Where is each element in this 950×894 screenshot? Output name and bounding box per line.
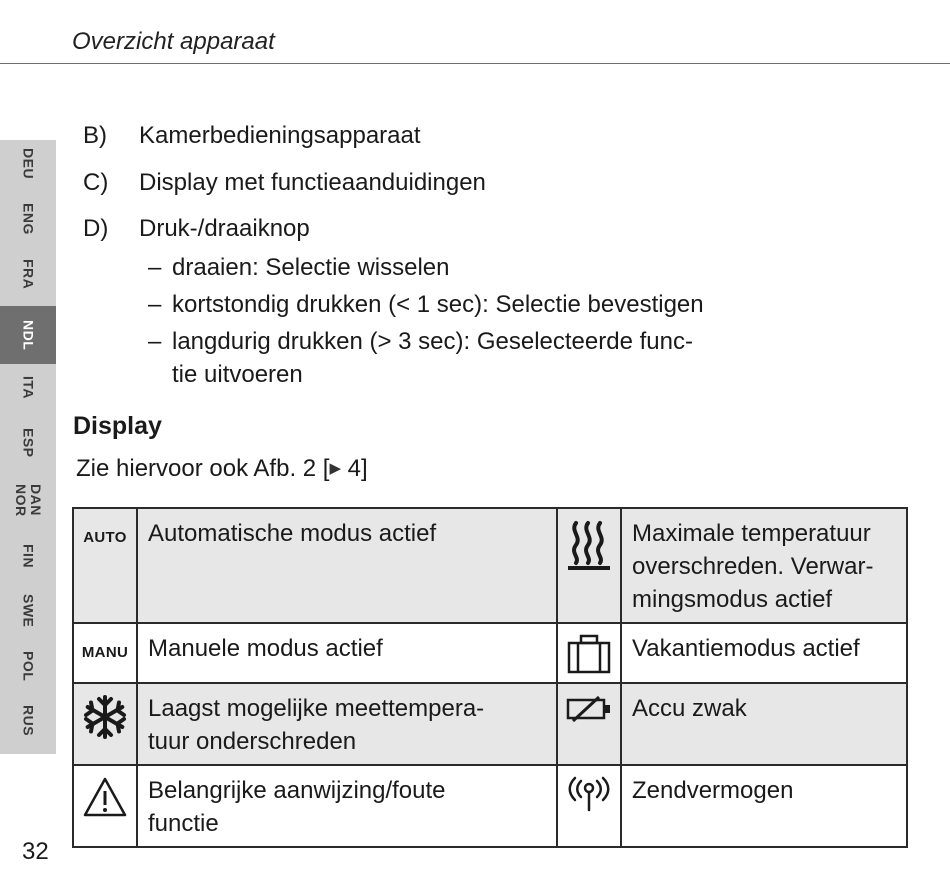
lang-tab-swe[interactable]: SWE (20, 594, 37, 628)
table-cell-description: Vakantiemodus actief (621, 623, 907, 683)
list-text: Display met functieaanduidingen (139, 169, 486, 196)
table-row (73, 765, 907, 847)
lang-tab-dan-nor[interactable]: DAN NOR (13, 483, 44, 517)
lang-tab-eng[interactable]: ENG (20, 203, 37, 235)
reference-text: Zie hiervoor ook Afb. 2 [ (76, 455, 330, 482)
table-cell-description: Zendvermogen (621, 765, 907, 847)
table-row (73, 683, 907, 765)
list-text: Druk-/draaiknop (139, 215, 310, 242)
lang-tab-ita[interactable]: ITA (20, 376, 37, 400)
low-battery-icon (565, 694, 613, 724)
auto-mode-icon: AUTO (83, 529, 127, 546)
lang-tab-fin[interactable]: FIN (20, 543, 37, 569)
bullet-dash: – (148, 328, 162, 355)
table-cell-icon (73, 683, 137, 765)
bullet-text: langdurig drukken (> 3 sec): Geselecteerde func- (172, 328, 693, 355)
figure-reference (76, 455, 368, 483)
description-line: overschreden. Verwar- (632, 553, 874, 580)
table-cell-icon (557, 508, 621, 623)
suitcase-icon (566, 634, 612, 674)
lang-tab-deu[interactable]: DEU (20, 148, 37, 180)
table-cell-icon (557, 765, 621, 847)
table-row (73, 623, 907, 683)
table-cell-icon (73, 765, 137, 847)
lang-tab-fra[interactable]: FRA (20, 258, 37, 290)
lang-tab-ndl[interactable]: NDL (0, 306, 56, 364)
lang-tab-pol[interactable]: POL (20, 650, 37, 682)
table-cell-icon (73, 508, 137, 623)
description-line: Maximale temperatuur (632, 520, 871, 547)
description-line: mingsmodus actief (632, 586, 833, 613)
lang-tab-rus[interactable]: RUS (20, 705, 37, 737)
table-cell-icon (557, 623, 621, 683)
table-cell-description: Manuele modus actief (137, 623, 557, 683)
header-divider (0, 63, 950, 64)
list-letter: B) (83, 122, 107, 149)
transmit-signal-icon (565, 776, 613, 812)
lang-tab-esp[interactable]: ESP (20, 428, 37, 458)
snowflake-icon (82, 694, 128, 740)
table-cell-description (621, 508, 907, 623)
table-cell-icon (557, 683, 621, 765)
page-arrow-icon: ▶ (329, 460, 342, 477)
bullet-text: kortstondig drukken (< 1 sec): Selectie bevestigen (172, 291, 704, 318)
table-cell-description: Laagst mogelijke meettempera- tuur onderschreden (137, 683, 557, 765)
bullet-text: draaien: Selectie wisselen (172, 254, 450, 281)
heat-waves-icon (566, 519, 612, 571)
table-cell-description: Accu zwak (621, 683, 907, 765)
reference-page: 4] (341, 455, 368, 482)
warning-triangle-icon (82, 776, 128, 818)
table-cell-description: Automatische modus actief (137, 508, 557, 623)
page-number: 32 (22, 838, 49, 865)
section-heading: Display (73, 412, 162, 440)
list-text: Kamerbedieningsapparaat (139, 122, 421, 149)
list-letter: C) (83, 169, 109, 196)
bullet-dash: – (148, 254, 162, 281)
display-icon-table (72, 507, 908, 848)
table-cell-description: Belangrijke aanwijzing/foute functie (137, 765, 557, 847)
list-letter: D) (83, 215, 109, 242)
page-header-title: Overzicht apparaat (72, 28, 275, 55)
table-row (73, 508, 907, 623)
manual-mode-icon: MANU (81, 644, 129, 661)
bullet-dash: – (148, 291, 162, 318)
language-tab-strip (0, 140, 56, 754)
table-cell-icon (73, 623, 137, 683)
bullet-text: tie uitvoeren (172, 361, 303, 388)
